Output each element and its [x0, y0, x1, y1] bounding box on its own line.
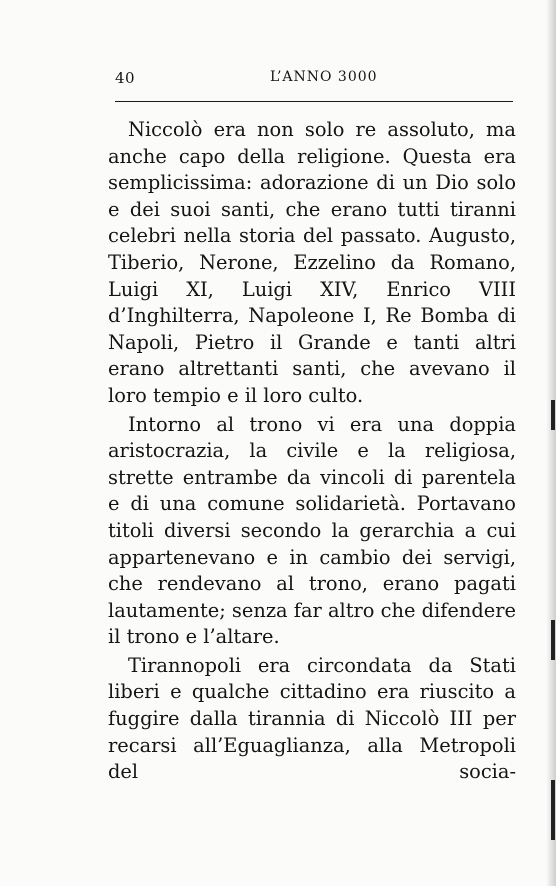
paragraph: Intorno al trono vi era una doppia aristocrazia, la civile e la religiosa, strette entrambe da vincoli di parentela e di una comune solidarietà. Portavano titoli diversi secondo la gerarchia a cui appartenevano e in cambio dei servigi, che rendevano al trono, erano pagati lautamente; senza far altro che difendere il trono e l’altare. [108, 412, 516, 649]
paragraph: Tirannopoli era circondata da Stati liberi e qualche cittadino era riuscito a fuggire dalla tirannia di Niccolò III per recarsi all’Eguaglianza, alla Metropoli del socia- [108, 653, 516, 784]
paragraph: Niccolò era non solo re assoluto, ma anche capo della religione. Questa era semplicissima: adorazione di un Dio solo e dei suoi santi, che erano tutti tiranni celebri nella storia del passato. Augusto, Tiberio, Nerone, Ezzelino da Romano, Luigi XI, Luigi XIV, Enrico VIII d’Inghilterra, Napoleone I, Re Bomba di Napoli, Pietro il Grande e tanti altri erano altrettanti santi, che avevano il loro tempio e il loro culto. [108, 118, 516, 407]
running-title: L’ANNO 3000 [270, 69, 378, 85]
page-number: 40 [115, 69, 136, 87]
page-edge-mark [551, 620, 555, 660]
body-text [108, 117, 516, 788]
page-header [115, 69, 513, 89]
header-rule [115, 101, 513, 102]
page-edge-shadow [546, 0, 556, 886]
page-edge-mark [551, 400, 555, 430]
page-edge-mark [551, 780, 555, 840]
